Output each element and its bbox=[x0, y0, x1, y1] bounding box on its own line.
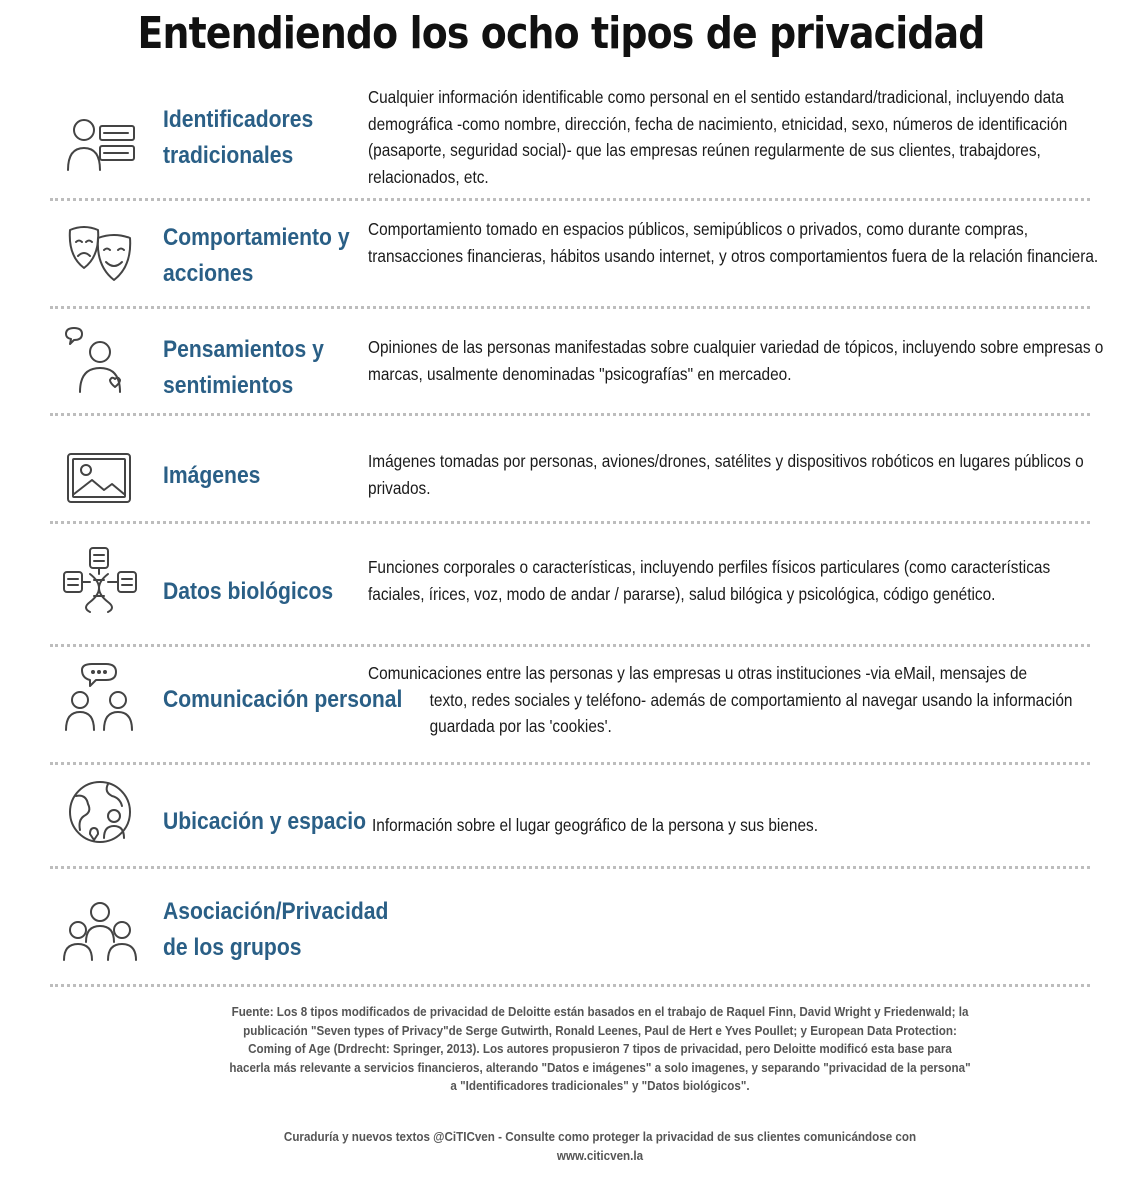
privacy-type-label: Asociación/Privacidad de los grupos bbox=[163, 898, 389, 961]
privacy-type-label: Imágenes bbox=[163, 462, 261, 489]
person-thought-heart-icon bbox=[62, 326, 138, 396]
privacy-type-label: Identificadores tradicionales bbox=[163, 106, 314, 169]
dotted-divider bbox=[50, 198, 1090, 201]
people-chat-icon bbox=[62, 662, 138, 732]
image-picture-icon bbox=[62, 442, 138, 512]
dotted-divider bbox=[50, 413, 1090, 416]
dotted-divider bbox=[50, 306, 1090, 309]
privacy-type-label: Datos biológicos bbox=[163, 578, 334, 605]
privacy-type-description: Imágenes tomadas por personas, aviones/drones, satélites y dispositivos robóticos en lugares públicos o privados. bbox=[368, 451, 1084, 498]
page-title: Entendiendo los ocho tipos de privacidad bbox=[137, 8, 985, 59]
credits-text: Curaduría y nuevos textos @CiTICven - Consulte como proteger la privacidad de sus clientes comunicándose con bbox=[283, 1130, 917, 1144]
privacy-type-label: Pensamientos y sentimientos bbox=[163, 336, 324, 399]
source-note: Fuente: Los 8 tipos modificados de privacidad de Deloitte están basados en el trabajo de Raquel Finn, David Wright y Friedenwald; la publicación "Seven types of Privacy"de Serge Gutwirth, Ronald Leenes, Paul de Hert e Yves Poullet; y European Data Protection: Coming of Age (Drdrecht: Springer, 2013). Los autores propusieron 7 tipos de privacidad, pero Deloitte modificó esta base para hacerla más relevante a servicios financieros, alterando "Datos e imágenes" a solo imagenes, y separando "privacidad de la persona" a "Identificadores tradicionales" y "Datos biológicos". bbox=[229, 1005, 971, 1093]
credits-note bbox=[209, 1128, 990, 1165]
privacy-type-description: Comportamiento tomado en espacios públicos, semipúblicos o privados, como durante compras, transacciones financieras, hábitos usando internet, y otros comportamientos fuera de la relación financiera. bbox=[368, 219, 1099, 266]
dotted-divider bbox=[50, 984, 1090, 987]
privacy-type-description: Funciones corporales o características, incluyendo perfiles físicos particulares (como características faciales, írices, voz, modo de andar / pararse), salud bilógica y psicológica, código genético. bbox=[368, 557, 1051, 604]
group-people-icon bbox=[62, 896, 138, 966]
website-link[interactable]: www.citicven.la bbox=[556, 1148, 644, 1163]
dna-network-icon bbox=[62, 544, 138, 614]
privacy-type-description: Opiniones de las personas manifestadas sobre cualquier variedad de tópicos, incluyendo sobre empresas o marcas, usalmente denominadas "psicografías" en mercadeo. bbox=[368, 337, 1104, 384]
dotted-divider bbox=[50, 762, 1090, 765]
dotted-divider bbox=[50, 644, 1090, 647]
theater-masks-icon bbox=[62, 220, 138, 290]
globe-location-icon bbox=[62, 776, 138, 846]
privacy-type-description: Información sobre el lugar geográfico de la persona y sus bienes. bbox=[372, 815, 819, 835]
dotted-divider bbox=[50, 866, 1090, 869]
person-id-card-icon bbox=[62, 108, 138, 178]
dotted-divider bbox=[50, 521, 1090, 524]
privacy-type-label: Ubicación y espacio bbox=[163, 808, 367, 835]
privacy-type-description: Comunicaciones entre las personas y las empresas u otras instituciones -via eMail, mensajes de texto, redes sociales y teléfono- además de comportamiento al navegar usando la información guardada por las 'cookies'. bbox=[368, 663, 1073, 736]
privacy-type-label: Comunicación personal bbox=[163, 686, 403, 713]
privacy-type-description: Cualquier información identificable como personal en el sentido estandard/tradicional, incluyendo data demográfica -como nombre, dirección, fecha de nacimiento, etnicidad, sexo, números de identificación (pasaporte, seguridad social)- que las empresas reúnen regularmente de sus clientes, trabajdores, relacionados, etc. bbox=[368, 87, 1068, 187]
privacy-type-label: Comportamiento y acciones bbox=[163, 224, 350, 287]
